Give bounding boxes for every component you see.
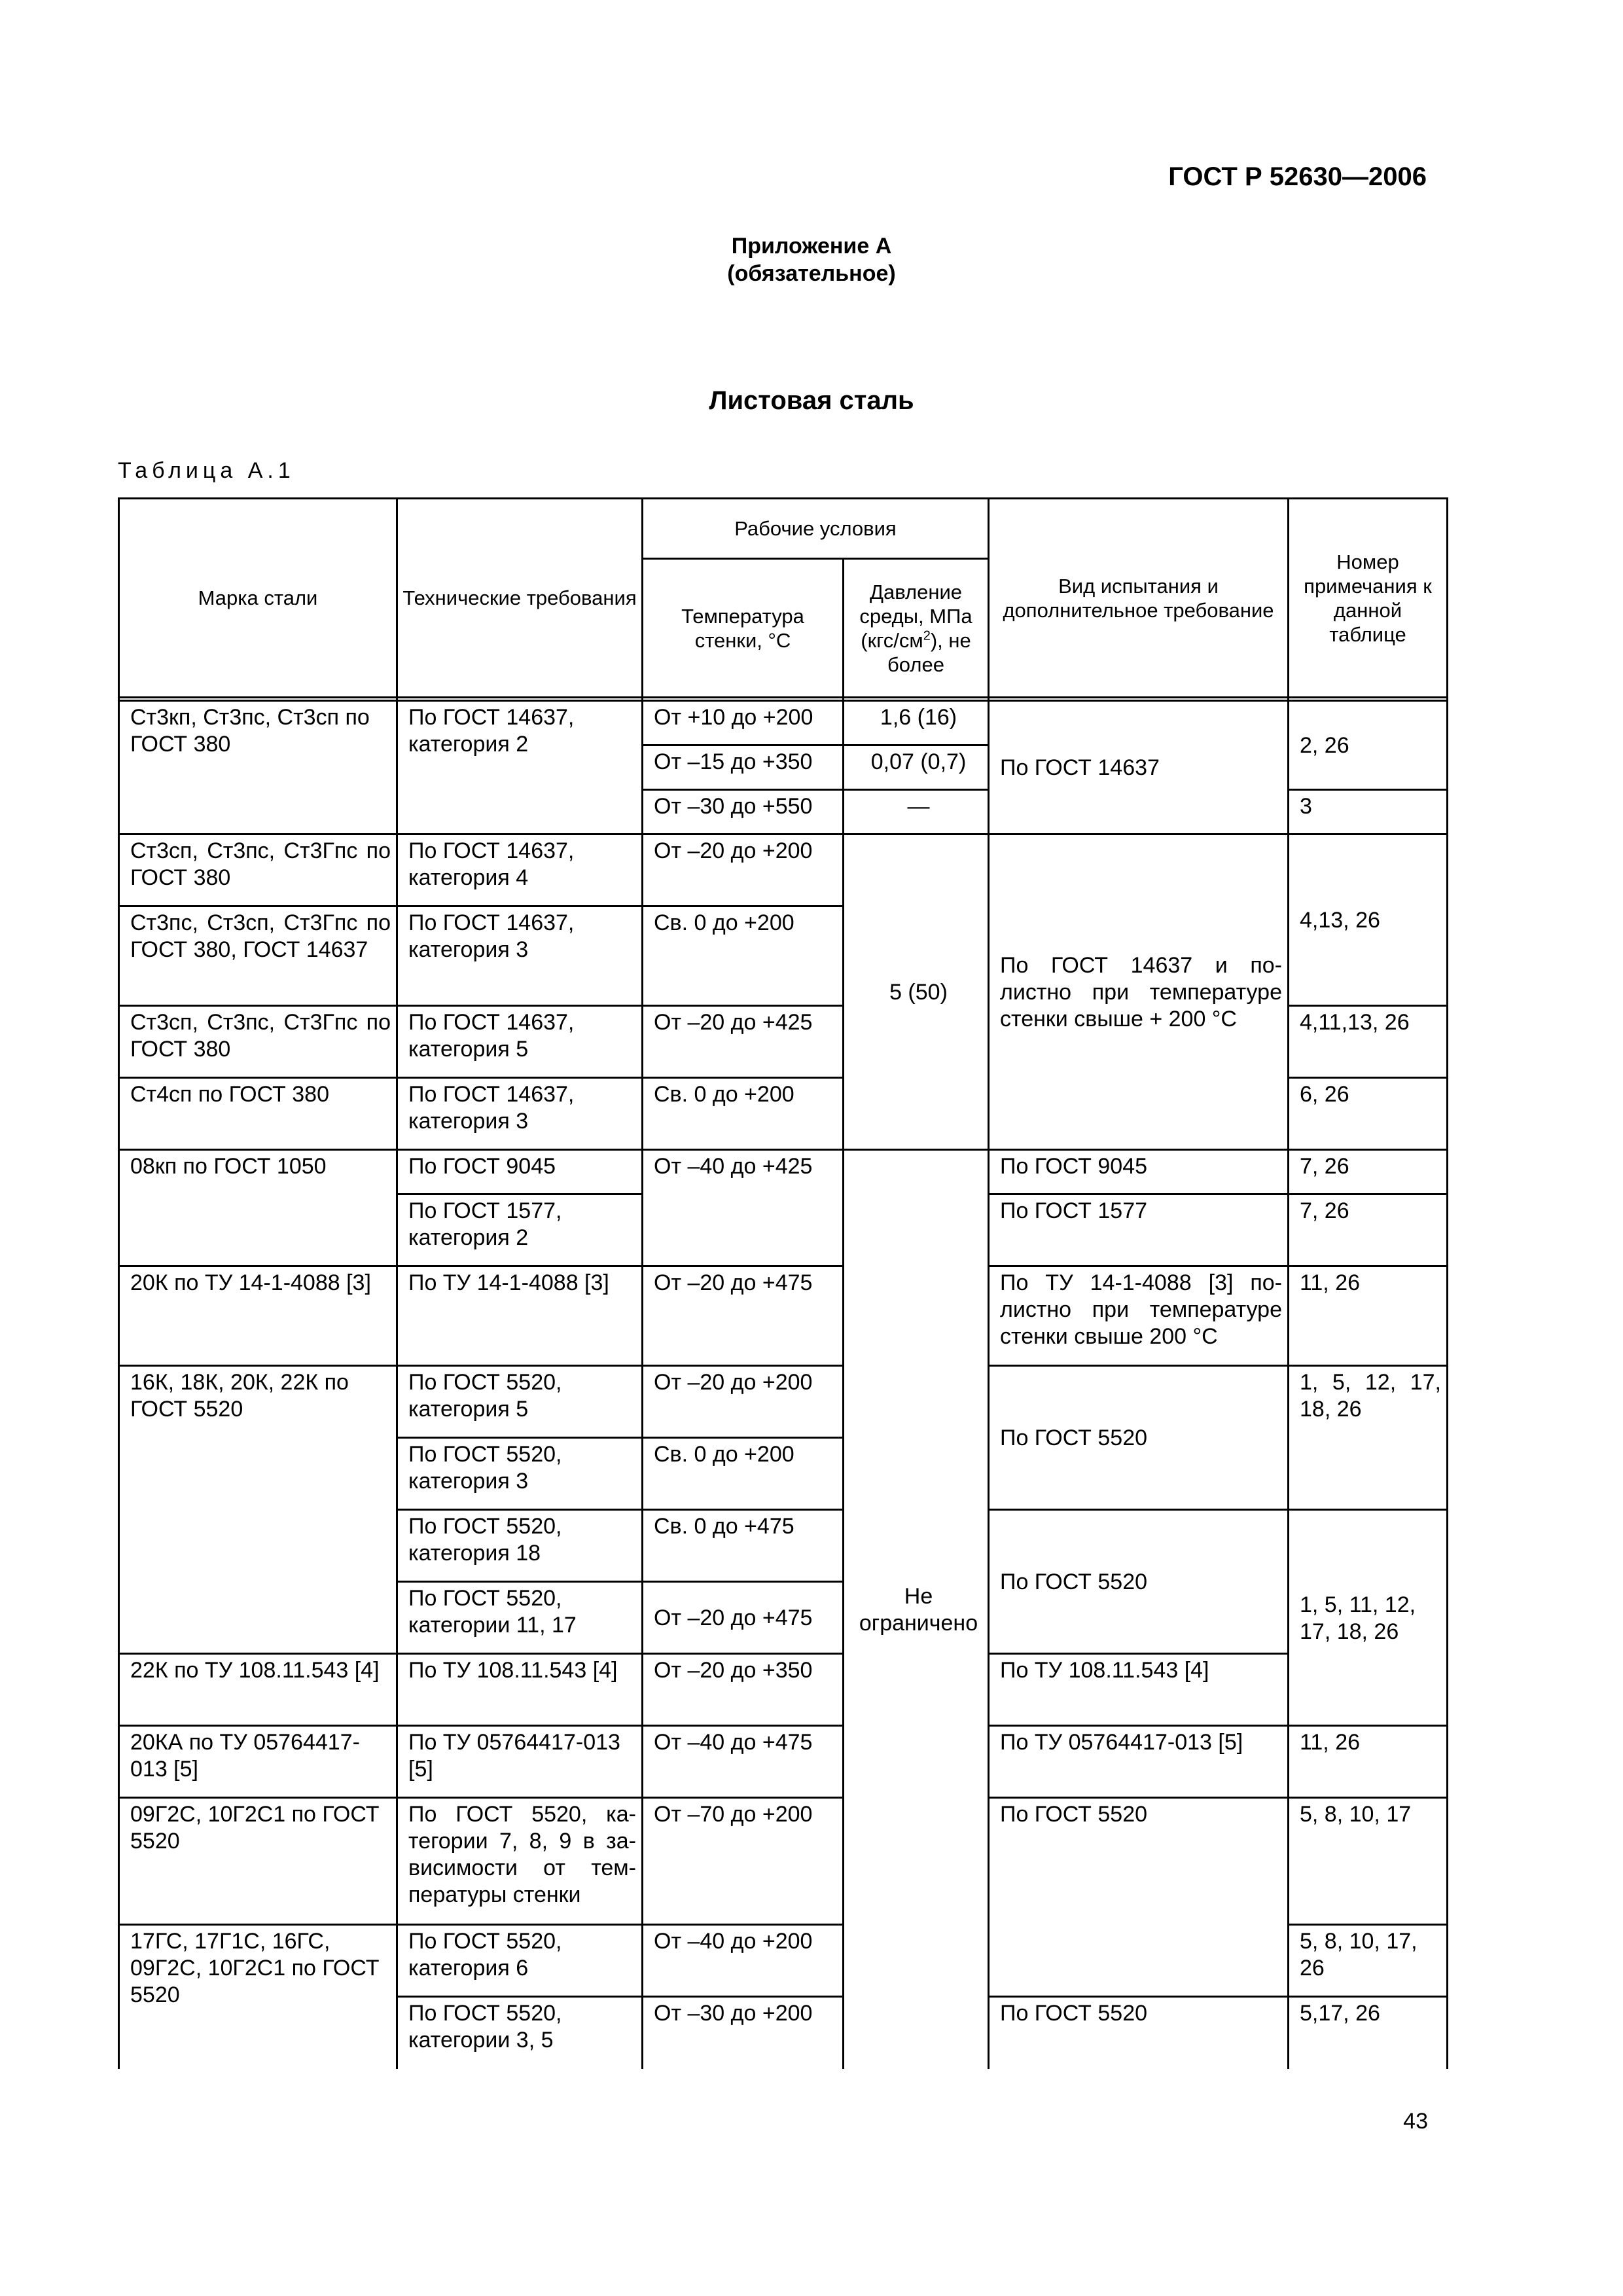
cell-note: 7, 26 bbox=[1289, 1194, 1448, 1266]
appendix-title: Приложение А bbox=[731, 234, 892, 259]
cell-note: 5,17, 26 bbox=[1289, 1997, 1448, 2069]
header-row-1 bbox=[119, 499, 1448, 559]
cell-test: По ГОСТ 5520 bbox=[989, 1798, 1289, 1997]
cell-grade: 08кп по ГОСТ 1050 bbox=[119, 1150, 397, 1266]
cell-temp: От –15 до +350 bbox=[643, 745, 844, 790]
header-work-conditions: Рабочие условия bbox=[643, 499, 989, 559]
cell-temp: Св. 0 до +200 bbox=[643, 1078, 844, 1150]
table-row bbox=[119, 1266, 1448, 1366]
cell-pressure: Не ограничено bbox=[844, 1150, 989, 2069]
header-test: Вид испытания и дополнительное требование bbox=[989, 499, 1289, 698]
cell-tech: По ГОСТ 9045 bbox=[397, 1150, 643, 1194]
cell-tech: По ГОСТ 1577, категория 2 bbox=[397, 1194, 643, 1266]
cell-pressure: 0,07 (0,7) bbox=[844, 745, 989, 790]
cell-tech: По ГОСТ 14637, категория 3 bbox=[397, 1078, 643, 1150]
table-row bbox=[119, 1654, 1448, 1726]
cell-tech: По ГОСТ 5520, категория 5 bbox=[397, 1366, 643, 1438]
cell-tech: По ТУ 05764417-013 [5] bbox=[397, 1726, 643, 1798]
cell-note: 4,11,13, 26 bbox=[1289, 1006, 1448, 1078]
table-row bbox=[119, 1150, 1448, 1194]
cell-temp: От –40 до +475 bbox=[643, 1726, 844, 1798]
cell-tech: По ГОСТ 5520, ка-тегории 7, 8, 9 в за-висимости от тем-пературы стенки bbox=[397, 1798, 643, 1925]
cell-pressure: 1,6 (16) bbox=[844, 701, 989, 745]
cell-temp: От –20 до +200 bbox=[643, 1366, 844, 1438]
cell-test: По ГОСТ 1577 bbox=[989, 1194, 1289, 1266]
cell-note: 5, 8, 10, 17 bbox=[1289, 1798, 1448, 1925]
table-row bbox=[119, 701, 1448, 745]
cell-tech: По ТУ 14-1-4088 [3] bbox=[397, 1266, 643, 1366]
cell-tech: По ГОСТ 5520, категории 11, 17 bbox=[397, 1582, 643, 1654]
cell-note: 2, 26 bbox=[1289, 701, 1448, 790]
cell-note: 7, 26 bbox=[1289, 1150, 1448, 1194]
table-row bbox=[119, 1366, 1448, 1438]
cell-tech: По ГОСТ 14637, категория 5 bbox=[397, 1006, 643, 1078]
page-number: 43 bbox=[1403, 2109, 1428, 2134]
cell-pressure: — bbox=[844, 790, 989, 834]
appendix-note: (обязательное) bbox=[727, 261, 896, 286]
cell-test: По ТУ 05764417-013 [5] bbox=[989, 1726, 1289, 1798]
cell-note: 11, 26 bbox=[1289, 1726, 1448, 1798]
cell-tech: По ГОСТ 5520, категория 3 bbox=[397, 1438, 643, 1510]
cell-note: 11, 26 bbox=[1289, 1266, 1448, 1366]
cell-temp: От –20 до +350 bbox=[643, 1654, 844, 1726]
cell-test: По ГОСТ 5520 bbox=[989, 1997, 1289, 2069]
cell-note: 5, 8, 10, 17, 26 bbox=[1289, 1925, 1448, 1997]
cell-grade: Ст3сп, Ст3пс, Ст3Гпс по ГОСТ 380 bbox=[119, 1006, 397, 1078]
cell-grade: 20К по ТУ 14-1-4088 [3] bbox=[119, 1266, 397, 1366]
cell-note: 6, 26 bbox=[1289, 1078, 1448, 1150]
header-pressure bbox=[844, 559, 989, 698]
cell-temp: Св. 0 до +475 bbox=[643, 1510, 844, 1582]
header-temp: Температура стенки, °С bbox=[643, 559, 844, 698]
cell-tech: По ГОСТ 14637, категория 4 bbox=[397, 834, 643, 906]
cell-tech: По ТУ 108.11.543 [4] bbox=[397, 1654, 643, 1726]
cell-grade: Ст3сп, Ст3пс, Ст3Гпс по ГОСТ 380 bbox=[119, 834, 397, 906]
cell-pressure: 5 (50) bbox=[844, 834, 989, 1150]
cell-test: По ГОСТ 5520 bbox=[989, 1510, 1289, 1654]
header-pressure-a: Давление среды, МПа (кгс/см bbox=[859, 580, 972, 652]
cell-grade: Ст4сп по ГОСТ 380 bbox=[119, 1078, 397, 1150]
header-pressure-sup: 2 bbox=[923, 628, 931, 643]
cell-temp: От +10 до +200 bbox=[643, 701, 844, 745]
cell-test: По ГОСТ 14637 bbox=[989, 701, 1289, 834]
cell-temp: Св. 0 до +200 bbox=[643, 1438, 844, 1510]
cell-grade: Ст3кп, Ст3пс, Ст3сп по ГОСТ 380 bbox=[119, 701, 397, 834]
cell-temp: От –40 до +425 bbox=[643, 1150, 844, 1266]
standard-number: ГОСТ Р 52630—2006 bbox=[1168, 162, 1427, 191]
cell-tech: По ГОСТ 5520, категория 6 bbox=[397, 1925, 643, 1997]
cell-note: 4,13, 26 bbox=[1289, 834, 1448, 1006]
cell-grade: 09Г2С, 10Г2С1 по ГОСТ 5520 bbox=[119, 1798, 397, 1925]
cell-note: 3 bbox=[1289, 790, 1448, 834]
cell-temp: От –20 до +200 bbox=[643, 834, 844, 906]
cell-tech: По ГОСТ 5520, категории 3, 5 bbox=[397, 1997, 643, 2069]
cell-test: По ГОСТ 5520 bbox=[989, 1366, 1289, 1510]
cell-grade: Ст3пс, Ст3сп, Ст3Гпс по ГОСТ 380, ГОСТ 14637 bbox=[119, 906, 397, 1006]
cell-temp: От –40 до +200 bbox=[643, 1925, 844, 1997]
cell-grade: 16К, 18К, 20К, 22К по ГОСТ 5520 bbox=[119, 1366, 397, 1654]
cell-test: По ГОСТ 14637 и по-листно при температуре стенки свыше + 200 °С bbox=[989, 834, 1289, 1150]
cell-temp: От –20 до +475 bbox=[643, 1266, 844, 1366]
cell-tech: По ГОСТ 5520, категория 18 bbox=[397, 1510, 643, 1582]
cell-test: По ТУ 108.11.543 [4] bbox=[989, 1654, 1289, 1726]
cell-tech: По ГОСТ 14637, категория 2 bbox=[397, 701, 643, 834]
cell-temp: От –20 до +425 bbox=[643, 1006, 844, 1078]
section-title: Листовая сталь bbox=[709, 386, 914, 415]
cell-note: 1, 5, 11, 12, 17, 18, 26 bbox=[1289, 1510, 1448, 1726]
cell-grade: 22К по ТУ 108.11.543 [4] bbox=[119, 1654, 397, 1726]
header-grade: Марка стали bbox=[119, 499, 397, 698]
table-row bbox=[119, 1798, 1448, 1925]
cell-temp: От –70 до +200 bbox=[643, 1798, 844, 1925]
cell-temp: От –30 до +200 bbox=[643, 1997, 844, 2069]
header-pressure-b: ), не более bbox=[887, 628, 971, 676]
cell-temp: От –30 до +550 bbox=[643, 790, 844, 834]
cell-grade: 17ГС, 17Г1С, 16ГС, 09Г2С, 10Г2С1 по ГОСТ 5520 bbox=[119, 1925, 397, 2069]
cell-test: По ГОСТ 9045 bbox=[989, 1150, 1289, 1194]
table-row bbox=[119, 834, 1448, 906]
steel-table bbox=[118, 497, 1448, 2069]
cell-temp: От –20 до +475 bbox=[643, 1582, 844, 1654]
table-caption: Таблица А.1 bbox=[118, 458, 295, 483]
cell-test: По ТУ 14-1-4088 [3] по-листно при температуре стенки свыше 200 °С bbox=[989, 1266, 1289, 1366]
header-tech: Технические требования bbox=[397, 499, 643, 698]
table-row bbox=[119, 1726, 1448, 1798]
header-note: Номер примечания к данной таблице bbox=[1289, 499, 1448, 698]
cell-grade: 20КА по ТУ 05764417-013 [5] bbox=[119, 1726, 397, 1798]
cell-note: 1, 5, 12, 17, 18, 26 bbox=[1289, 1366, 1448, 1510]
cell-tech: По ГОСТ 14637, категория 3 bbox=[397, 906, 643, 1006]
cell-temp: Св. 0 до +200 bbox=[643, 906, 844, 1006]
